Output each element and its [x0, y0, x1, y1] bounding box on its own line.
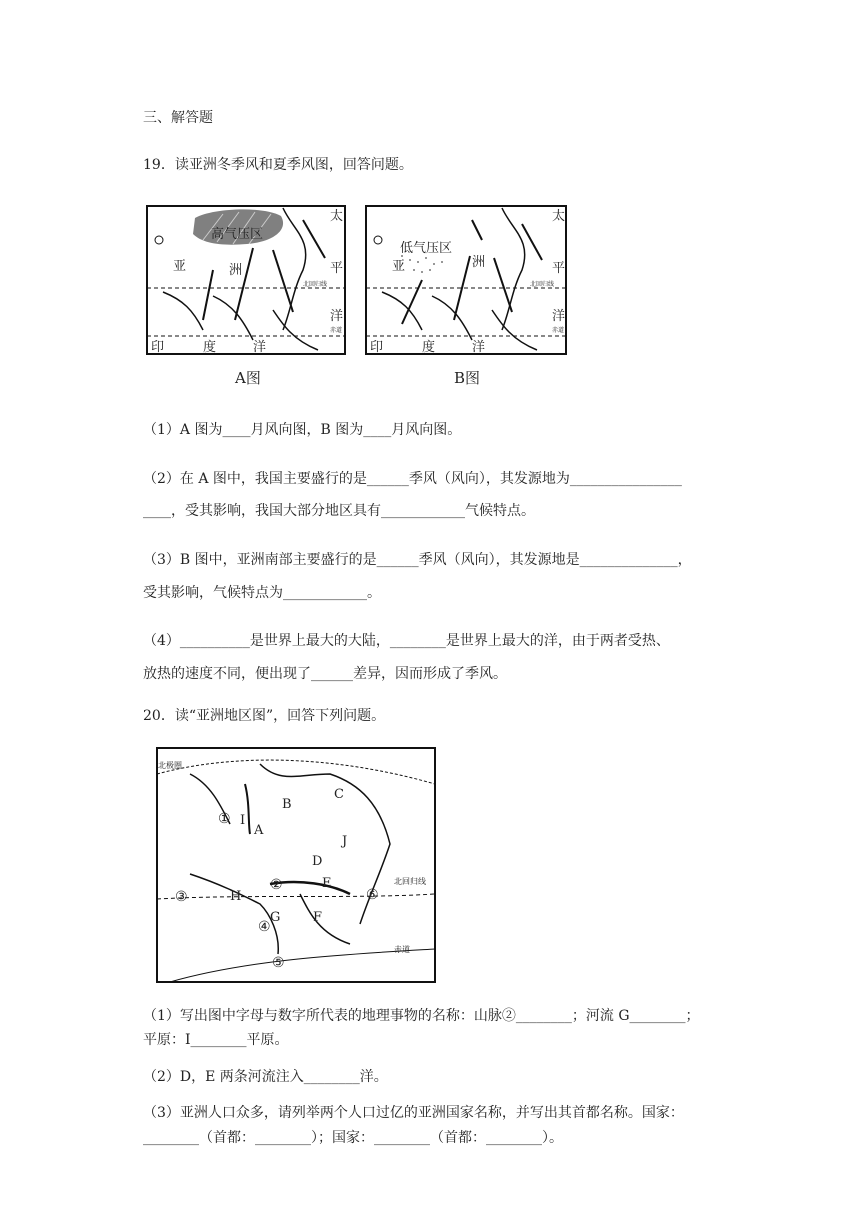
indian-label-3: 洋 — [472, 340, 486, 355]
map-number-2: ② — [270, 877, 283, 893]
pacific-label-2: 平 — [330, 261, 344, 276]
q20-part2: （2）D，E 两条河流注入________洋。 — [143, 1069, 388, 1085]
asia-label-2: 洲 — [229, 263, 243, 278]
q19-part3-line2: 受其影响，气候特点为____________。 — [143, 585, 381, 601]
map-label-i: I — [240, 813, 246, 828]
q20-part3-line2: ________（首都：________）；国家：________（首都：________）。 — [143, 1130, 563, 1146]
q19-part4-line2: 放热的速度不同，便出现了______差异，因而形成了季风。 — [143, 666, 507, 682]
map-label-a: A — [254, 823, 264, 838]
monsoon-map-a — [143, 200, 353, 390]
asia-label-2: 洲 — [472, 255, 486, 270]
asia-region-map — [150, 744, 440, 986]
map-label-j: J — [342, 834, 348, 849]
map-number-3: ③ — [175, 889, 188, 905]
pacific-label-2: 平 — [552, 261, 566, 276]
indian-label-1: 印 — [370, 340, 384, 355]
arctic-circle-label: 北极圈 — [158, 761, 182, 770]
tropic-label: 北回归线 — [303, 281, 328, 288]
high-pressure-label: 高气压区 — [211, 227, 264, 242]
equator-label: 赤道 — [330, 327, 343, 334]
asia-label-1: 亚 — [173, 259, 187, 274]
pacific-label-3: 洋 — [330, 309, 344, 324]
question-19-stem: 19．读亚洲冬季风和夏季风图，回答问题。 — [143, 157, 413, 173]
map-number-4: ④ — [258, 919, 271, 935]
q19-part3-line1: （3）B 图中，亚洲南部主要盛行的是______季风（风向），其发源地是______________， — [143, 552, 692, 568]
map-b-caption: B图 — [454, 369, 481, 387]
map-label-c: C — [334, 787, 344, 802]
section-heading: 三、解答题 — [143, 110, 213, 126]
map-label-g: G — [270, 910, 281, 925]
indian-label-3: 洋 — [253, 340, 267, 355]
q20-part1-line2: 平原：I________平原。 — [143, 1032, 289, 1048]
pacific-label-1: 太 — [330, 209, 344, 224]
q20-part3-line1: （3）亚洲人口众多，请列举两个人口过亿的亚洲国家名称，并写出其首都名称。国家： — [143, 1105, 684, 1121]
low-pressure-label: 低气压区 — [400, 241, 453, 256]
pacific-label-3: 洋 — [552, 309, 566, 324]
q19-part2-line1: （2）在 A 图中，我国主要盛行的是______季风（风向），其发源地为________________ — [143, 471, 682, 487]
map-label-e: E — [322, 876, 332, 891]
monsoon-map-b — [362, 200, 574, 390]
indian-label-2: 度 — [203, 340, 217, 355]
map-number-5: ⑤ — [272, 955, 285, 971]
tropic-label: 北回归线 — [530, 281, 555, 288]
map-label-b: B — [282, 797, 292, 812]
map-label-d: D — [312, 854, 323, 869]
map-label-h: H — [230, 889, 242, 904]
map-a-caption: A图 — [235, 369, 261, 387]
map-number-1: ① — [218, 811, 231, 827]
q19-part4-line1: （4）__________是世界上最大的大陆，________是世界上最大的洋，由于两者受热、 — [143, 633, 670, 649]
pacific-label-1: 太 — [552, 209, 566, 224]
asia-label-1: 亚 — [392, 259, 406, 274]
map-number-6: ⑥ — [366, 887, 379, 903]
q19-part1: （1）A 图为____月风向图，B 图为____月风向图。 — [143, 422, 462, 438]
tropic-label: 北回归线 — [394, 877, 426, 886]
q20-part1-line1: （1）写出图中字母与数字所代表的地理事物的名称：山脉②________；河流 G________； — [143, 1008, 700, 1024]
q19-part2-line2: ____，受其影响，我国大部分地区具有____________气候特点。 — [143, 503, 535, 519]
map-label-f: F — [313, 910, 323, 925]
indian-label-1: 印 — [151, 340, 165, 355]
indian-label-2: 度 — [422, 340, 436, 355]
equator-label: 赤道 — [552, 327, 565, 334]
question-20-stem: 20．读“亚洲地区图”，回答下列问题。 — [143, 708, 386, 724]
equator-label: 赤道 — [394, 945, 410, 954]
